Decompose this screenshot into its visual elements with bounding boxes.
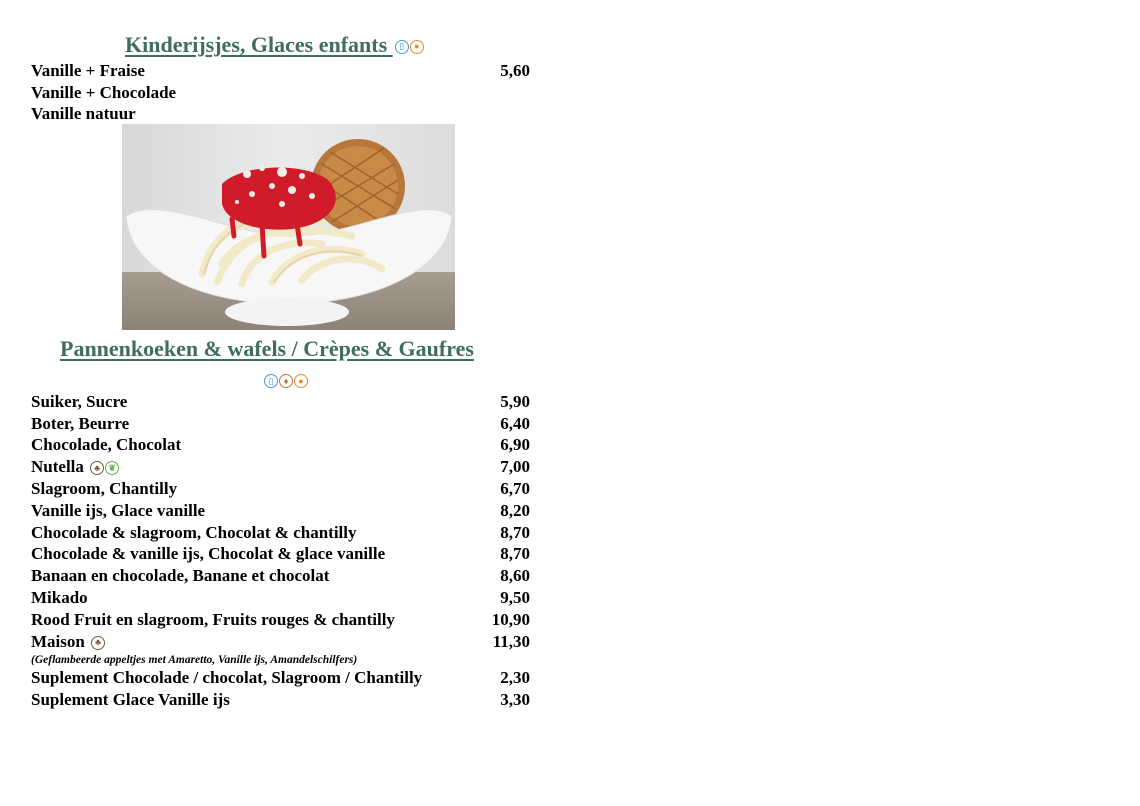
kids-menu-list: [31, 60, 530, 125]
menu-item: [31, 456, 530, 478]
item-name: Rood Fruit en slagroom, Fruits rouges & chantilly: [31, 609, 395, 629]
item-price: 6,40: [500, 413, 530, 433]
item-price: 8,70: [500, 522, 530, 542]
menu-item: [31, 668, 530, 690]
item-price: 5,60: [500, 60, 530, 80]
item-name: Nutella: [31, 457, 84, 477]
item-name: Boter, Beurre: [31, 413, 130, 433]
egg-icon: ●: [294, 374, 308, 388]
menu-item: [31, 478, 530, 500]
item-price: 8,20: [500, 500, 530, 520]
item-price: 8,60: [500, 566, 530, 586]
item-name: Maison: [31, 631, 85, 651]
menu-item: [31, 60, 530, 82]
menu-item: [31, 413, 530, 435]
menu-item: [31, 587, 530, 609]
item-price: 10,90: [491, 609, 530, 629]
kids-section-title: [125, 32, 424, 58]
item-price: 7,00: [500, 457, 530, 477]
item-name: Vanille natuur: [31, 104, 136, 124]
item-price: 9,50: [500, 588, 530, 608]
nuts-icon: ♣: [90, 461, 104, 475]
crepes-allergen-icons: [264, 374, 308, 388]
item-name: Suplement Chocolade / chocolat, Slagroom / Chantilly: [31, 668, 423, 688]
crepes-section-title: Pannenkoeken & wafels / Crèpes & Gaufres: [60, 336, 474, 361]
crepes-menu-list: [31, 391, 530, 711]
item-name: Mikado: [31, 588, 88, 608]
maison-allergen-icons: [91, 636, 105, 650]
item-price: 3,30: [500, 690, 530, 710]
item-name: Vanille + Fraise: [31, 60, 145, 80]
item-name: Suiker, Sucre: [31, 391, 128, 411]
menu-item: [31, 500, 530, 522]
item-name: Suplement Glace Vanille ijs: [31, 690, 230, 710]
nuts-icon: ♣: [91, 636, 105, 650]
item-name: Slagroom, Chantilly: [31, 479, 178, 499]
gluten-icon: ♦: [279, 374, 293, 388]
menu-item: [31, 565, 530, 587]
kids-allergen-icons: [395, 40, 424, 54]
item-price: 5,90: [500, 391, 530, 411]
item-price: 6,90: [500, 435, 530, 455]
egg-icon: ●: [410, 40, 424, 54]
nutella-allergen-icons: [90, 461, 119, 475]
soy-icon: ❦: [105, 461, 119, 475]
item-name: Chocolade & slagroom, Chocolat & chantilly: [31, 522, 357, 542]
maison-description: (Geflambeerde appeltjes met Amaretto, Vanille ijs, Amandelschilfers): [31, 654, 358, 667]
item-name: Chocolade & vanille ijs, Chocolat & glace vanille: [31, 544, 386, 564]
kids-title-text: Kinderijsjes, Glaces enfants: [125, 32, 393, 57]
menu-item: [31, 609, 530, 631]
menu-item: [31, 631, 530, 653]
menu-item: [31, 82, 530, 104]
menu-item: [31, 522, 530, 544]
menu-item: [31, 104, 530, 126]
milk-icon: ▯: [264, 374, 278, 388]
item-price: 8,70: [500, 544, 530, 564]
item-name: Vanille ijs, Glace vanille: [31, 500, 206, 520]
menu-item: [31, 391, 530, 413]
spaghetti-ice-photo: [122, 124, 455, 330]
menu-item: [31, 544, 530, 566]
item-price: 11,30: [492, 631, 530, 651]
item-name: Vanille + Chocolade: [31, 82, 177, 102]
milk-icon: ▯: [395, 40, 409, 54]
item-name: Banaan en chocolade, Banane et chocolat: [31, 566, 330, 586]
menu-item: [31, 689, 530, 711]
item-price: 2,30: [500, 668, 530, 688]
item-price: 6,70: [500, 479, 530, 499]
item-name: Chocolade, Chocolat: [31, 435, 182, 455]
menu-item: [31, 435, 530, 457]
